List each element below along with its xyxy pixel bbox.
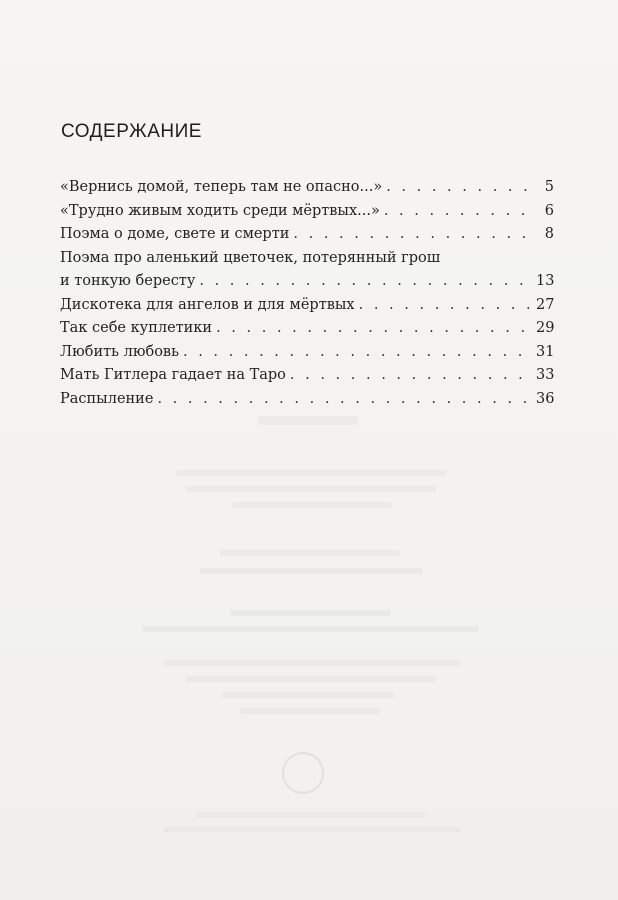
toc-entry-title: «Трудно живым ходить среди мёртвых...» bbox=[60, 202, 380, 219]
toc-entry-title: Распыление bbox=[60, 390, 154, 407]
toc-entry-page: 29 bbox=[536, 320, 555, 336]
toc-entry-page: 6 bbox=[544, 202, 554, 219]
toc-entry bbox=[60, 176, 554, 200]
toc-entry bbox=[60, 223, 554, 247]
toc-entry-title: Дискотека для ангелов и для мёртвых bbox=[60, 296, 355, 313]
toc-entry-title: Любить любовь bbox=[60, 343, 179, 360]
toc-entry-title: Поэма о доме, свете и смерти bbox=[60, 226, 290, 242]
toc-entry bbox=[60, 294, 554, 318]
leader-dots bbox=[157, 388, 532, 412]
toc-entry-title: Так себе куплетики bbox=[60, 320, 213, 336]
toc-entry bbox=[60, 388, 554, 412]
leader-dots bbox=[216, 317, 532, 341]
leader-dots bbox=[384, 200, 532, 224]
toc-entry bbox=[60, 200, 554, 224]
leader-dots bbox=[183, 341, 532, 365]
toc-entry-page: 31 bbox=[536, 343, 555, 360]
leader-dots bbox=[359, 294, 532, 318]
toc-entry bbox=[60, 247, 554, 294]
toc-entry-title-line-2: и тонкую бересту bbox=[60, 273, 196, 289]
leader-dots bbox=[293, 223, 532, 247]
toc-entry-page: 33 bbox=[536, 367, 555, 383]
toc-entry-page: 13 bbox=[536, 273, 555, 289]
leader-dots bbox=[386, 176, 532, 200]
page-title: СОДЕРЖАНИЕ bbox=[61, 121, 202, 142]
leader-dots bbox=[290, 364, 532, 388]
toc-entry-title: «Вернись домой, теперь там не опасно...» bbox=[60, 179, 383, 195]
toc-entry bbox=[60, 364, 554, 388]
table-of-contents bbox=[60, 176, 554, 411]
toc-entry-page: 5 bbox=[544, 179, 554, 195]
leader-dots bbox=[199, 270, 532, 294]
toc-entry-title-line-1: Поэма про аленький цветочек, потерянный грош bbox=[60, 249, 441, 266]
toc-entry bbox=[60, 341, 554, 365]
toc-entry-page: 27 bbox=[536, 296, 555, 313]
toc-entry bbox=[60, 317, 554, 341]
toc-entry-page: 8 bbox=[544, 226, 554, 242]
toc-entry-page: 36 bbox=[536, 390, 555, 407]
toc-entry-title: Мать Гитлера гадает на Таро bbox=[60, 367, 286, 383]
